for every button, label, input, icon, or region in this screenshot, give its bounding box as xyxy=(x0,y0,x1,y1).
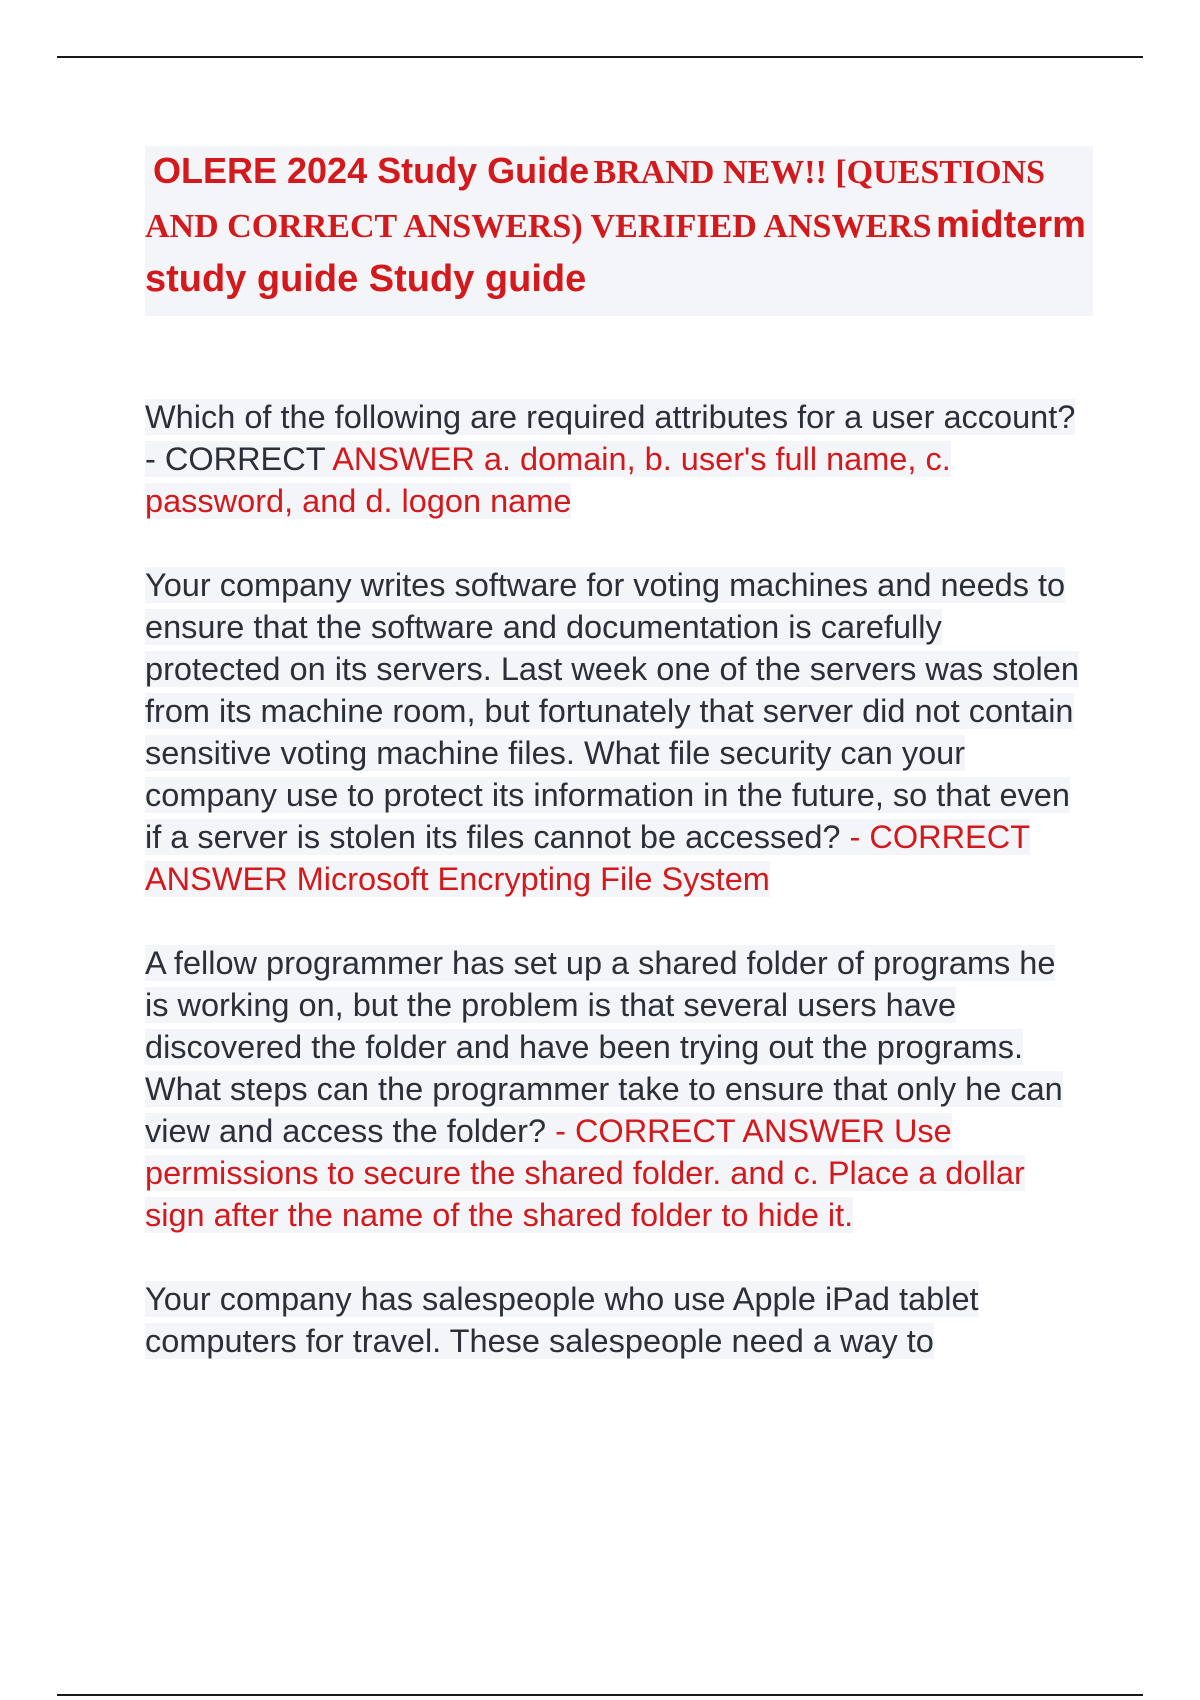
document-title xyxy=(145,146,1093,316)
answer-text: ANSWER a. domain, b. user's full name, c. password, and d. logon name xyxy=(145,441,951,519)
title-part-2: BRAND NEW!! [QUESTIONS AND CORRECT ANSWERS) VERIFIED ANSWERS xyxy=(145,154,1046,245)
qa-item xyxy=(145,942,1085,1236)
question-text: Your company has salespeople who use Apple iPad tablet computers for travel. These salespeople need a way to xyxy=(145,1281,979,1359)
answer-text: - CORRECT ANSWER Use permissions to secure the shared folder. and c. Place a dollar sign after the name of the shared folder to hide it. xyxy=(145,1113,1025,1233)
question-text: A fellow programmer has set up a shared folder of programs he is working on, but the problem is that several users have discovered the folder and have been trying out the programs. What steps can the programmer take to ensure that only he can view and access the folder? xyxy=(145,945,1063,1149)
qa-item xyxy=(145,564,1085,900)
qa-item xyxy=(145,396,1085,522)
bottom-rule xyxy=(57,1694,1143,1696)
question-text: Which of the following are required attributes for a user account? - CORRECT xyxy=(145,399,1076,477)
top-rule xyxy=(57,56,1143,58)
title-part-1: OLERE 2024 Study Guide xyxy=(153,150,590,191)
question-text: Your company writes software for voting machines and needs to ensure that the software and documentation is carefully protected on its servers. Last week one of the servers was stolen from its machine room, but fortunately that server did not contain sensitive voting machine files. What file security can your company use to protect its information in the future, so that even if a server is stolen its files cannot be accessed? xyxy=(145,567,1079,855)
title-part-3: midterm study guide Study guide xyxy=(145,204,1086,300)
qa-list xyxy=(145,396,1085,1404)
qa-item xyxy=(145,1278,1085,1362)
answer-text: - CORRECT ANSWER Microsoft Encrypting File System xyxy=(145,819,1031,897)
